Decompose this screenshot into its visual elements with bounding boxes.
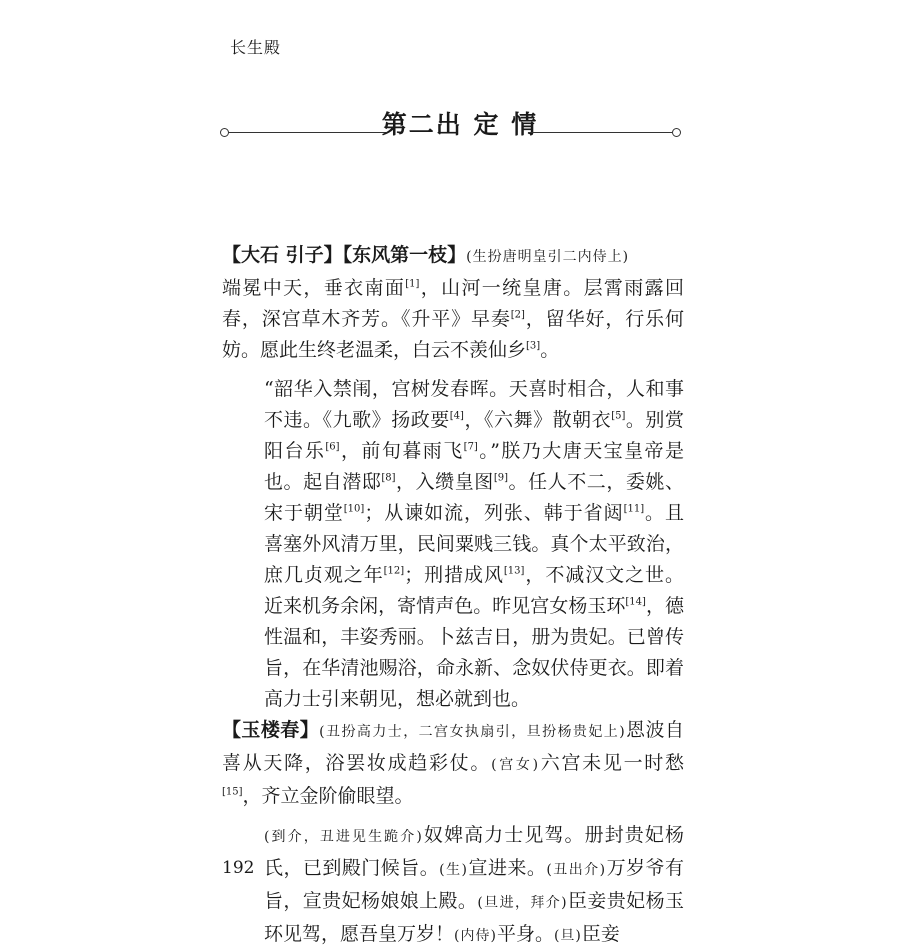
dialogue-text: 平身。 (496, 923, 554, 945)
speech-text: ，《六舞》散朝衣 (463, 409, 612, 431)
speech-text: 。任人不二，委姚、宋于朝堂 (264, 471, 684, 524)
stage-direction: (生扮唐明皇引二内侍上) (466, 249, 630, 265)
tune-title: 【玉楼春】 (222, 719, 320, 741)
page-number: 192 (222, 858, 255, 878)
speech-text: “韶华入禁闱，宫树发春晖。天喜时相合，人和事不违。《九歌》扬政要 (264, 378, 684, 431)
footnote-marker: [11] (623, 503, 645, 515)
verse-text: 六宫未见一时愁 (539, 752, 684, 774)
speech-text: 。且喜塞外风清万里，民间粟贱三钱。真个太平致治，庶几贞观之年 (264, 502, 684, 586)
speech-text: ；刑措成风 (404, 564, 504, 586)
footnote-marker: [1] (405, 278, 420, 290)
chapter-heading (220, 105, 682, 145)
verse-text: 恩波自喜从天降，浴罢妆成趋彩仗。 (222, 719, 684, 774)
dialogue-text: 奴婢高力士见驾。册封贵妃杨氏，已到殿门候旨。 (264, 824, 684, 879)
verse-text: ，齐立金阶偷眼望。 (242, 785, 414, 807)
stage-direction: (丑出介) (546, 862, 607, 878)
running-head: 长生殿 (230, 38, 282, 57)
footnote-marker: [7] (463, 441, 478, 453)
verse-text: 。 (540, 339, 560, 361)
tune-title: 【大石 引子】【东风第一枝】 (222, 244, 467, 266)
speech-text: ，前旬暮雨飞 (339, 440, 464, 462)
footnote-marker: [2] (510, 309, 525, 321)
body-text (222, 240, 684, 952)
footnote-marker: [8] (381, 472, 396, 484)
footnote-marker: [9] (493, 472, 508, 484)
footnote-marker: [13] (503, 565, 525, 577)
stage-direction: (内侍) (454, 928, 497, 944)
footnote-marker: [14] (625, 596, 646, 608)
paragraph-emperor-speech (222, 374, 684, 715)
ornament-left-rule (228, 132, 386, 133)
stage-direction: (旦进，拜介) (477, 895, 568, 911)
speech-text: ，德性温和，丰姿秀丽。卜兹吉日，册为贵妃。已曾传旨，在华清池赐浴，命永新、念奴伏侍更衣。即着高力士引来朝见，想必就到也。 (264, 595, 684, 710)
paragraph-tune-dongfeng (222, 240, 684, 366)
dialogue-text: 万岁爷有旨，宣贵妃杨娘娘上殿。 (264, 857, 684, 912)
dialogue-text: 臣妾贵妃杨玉环见驾，愿吾皇万岁！ (264, 890, 684, 945)
stage-direction: (丑扮高力士，二宫女执扇引，旦扮杨贵妃上) (319, 724, 626, 740)
speech-text: ，不减汉文之世。近来机务余闲，寄情声色。昨见宫女杨玉环 (264, 564, 684, 617)
dialogue-text: 臣妾 (581, 923, 620, 945)
stage-direction: (旦) (553, 928, 582, 944)
footnote-marker: [15] (222, 786, 243, 798)
verse-text: 端冕中天，垂衣南面 (222, 277, 406, 299)
paragraph-dialogue (222, 820, 684, 952)
stage-direction: (生) (439, 862, 469, 878)
stage-direction: (到介，丑进见生跪介) (264, 829, 423, 845)
footnote-marker: [5] (611, 410, 626, 422)
dialogue-text: 宣进来。 (468, 857, 547, 879)
footnote-marker: [4] (449, 410, 464, 422)
ornament-right-circle (672, 128, 681, 137)
speech-text: 。别赏阳台乐 (264, 409, 684, 462)
verse-text: ，山河一统皇唐。层霄雨露回春，深宫草木齐芳。《升平》早奏 (222, 277, 684, 330)
footnote-marker: [3] (526, 340, 541, 352)
verse-text: ，留华好，行乐何妨。愿此生终老温柔，白云不羡仙乡 (222, 308, 684, 361)
chapter-title: 第二出 定 情 (381, 110, 539, 139)
speech-text: ；从谏如流，列张、韩于省闼 (364, 502, 624, 524)
stage-direction: (宫女) (491, 757, 540, 773)
footnote-marker: [12] (383, 565, 405, 577)
paragraph-tune-yulouchun (222, 715, 684, 812)
ornament-right-rule (528, 132, 672, 133)
speech-text: ，入缵皇图 (395, 471, 494, 493)
footnote-marker: [10] (343, 503, 365, 515)
speech-text: 。”朕乃大唐天宝皇帝是也。起自潜邸 (264, 440, 684, 493)
footnote-marker: [6] (325, 441, 340, 453)
